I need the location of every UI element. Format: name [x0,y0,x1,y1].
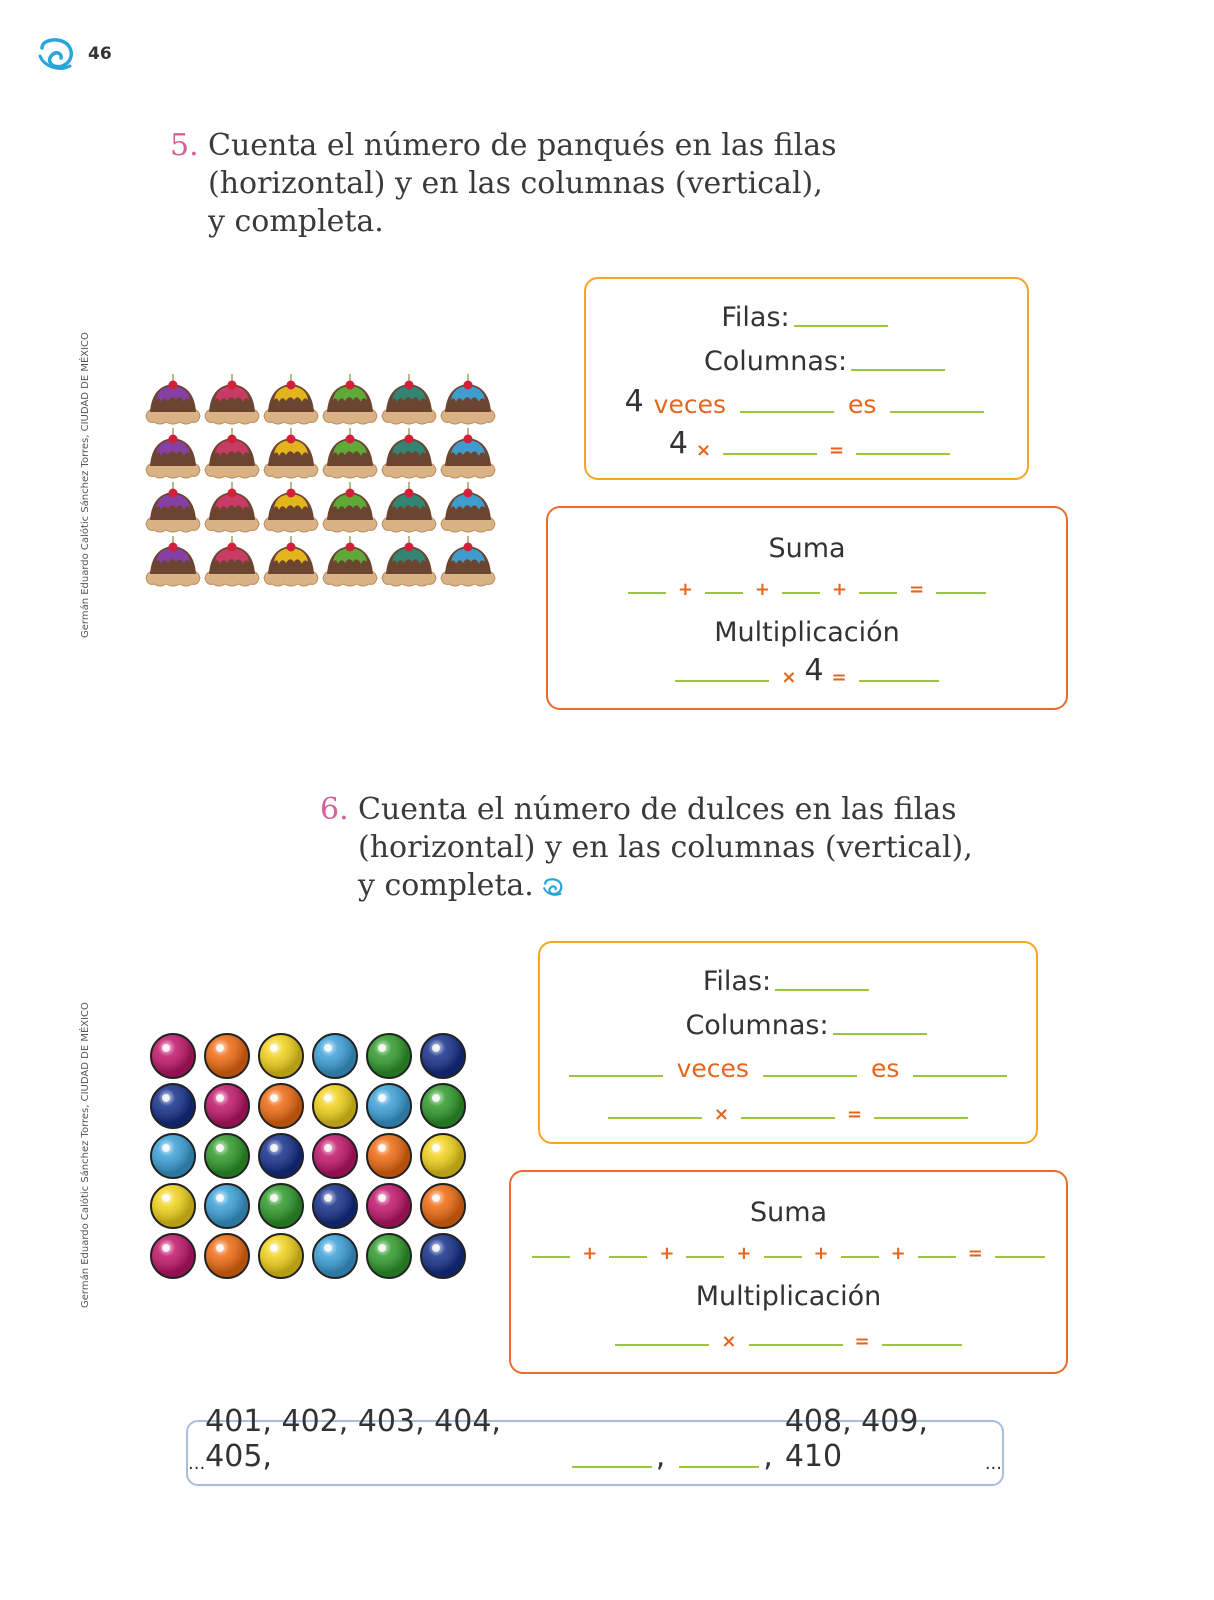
exercise-number: 6. [320,792,349,827]
cupcake-icon [441,536,495,586]
candy-ball-icon [205,1084,249,1128]
answer-box-filas-columnas [584,277,1029,480]
candy-ball-icon [259,1234,303,1278]
equals-sign: = [909,579,925,600]
candy-ball-icon [313,1134,357,1178]
cupcake-icon [441,482,495,532]
cupcake-icon [382,482,436,532]
candy-ball-icon [259,1084,303,1128]
columnas-answer-blank[interactable] [833,1032,927,1035]
cupcake-icon [441,428,495,478]
filas-label: Filas: [702,966,772,997]
instruction-line: Cuenta el número de dulces en las filas [358,792,957,827]
plus-sign: + [659,1243,675,1264]
veces-word: veces [676,1054,749,1083]
multiplier-answer-blank[interactable] [741,1116,835,1119]
filas-label: Filas: [721,302,790,333]
cupcake-icon [205,374,259,424]
filas-answer-blank[interactable] [775,988,869,991]
suma-label: Suma [768,533,846,564]
suma-label: Suma [749,1197,828,1228]
multiplicand-blank[interactable] [675,679,769,682]
cupcake-icon [382,536,436,586]
product-answer-blank[interactable] [874,1116,968,1119]
cupcake-icon [382,374,436,424]
candy-ball-icon [151,1134,195,1178]
candy-ball-icon [259,1034,303,1078]
candy-ball-icon [367,1034,411,1078]
candy-ball-icon [421,1034,465,1078]
veces-word: veces [653,390,726,419]
candy-ball-icon [151,1034,195,1078]
cupcake-icon [205,482,259,532]
multiplier-blank[interactable] [749,1343,843,1346]
addend-blank[interactable] [764,1255,802,1258]
cupcake-icon [382,428,436,478]
candy-ball-icon [313,1184,357,1228]
instruction-line: Cuenta el número de panqués en las filas [208,128,837,163]
addend-blank[interactable] [705,591,743,594]
times-sign: × [695,440,712,461]
candy-ball-icon [205,1034,249,1078]
plus-sign: + [813,1243,829,1264]
candy-grid [146,1030,476,1282]
candy-ball-icon [259,1184,303,1228]
candy-ball-icon [151,1234,195,1278]
product-blank[interactable] [859,679,939,682]
cupcake-icon [146,428,200,478]
multiplicacion-label: Multiplicación [714,617,900,648]
cupcake-icon [146,536,200,586]
cupcake-icon [146,374,200,424]
page-number: 46 [88,44,112,64]
candy-ball-icon [205,1234,249,1278]
exercise-number: 5. [170,128,199,163]
plus-sign: + [582,1243,598,1264]
columnas-label: Columnas: [685,1010,829,1041]
addend-blank[interactable] [532,1255,570,1258]
multiplier-answer-blank[interactable] [723,452,817,455]
times-sign: × [781,667,797,688]
cupcake-icon [146,482,200,532]
addend-blank[interactable] [686,1255,724,1258]
instruction-line: y completa. [358,868,534,903]
multiplicand-number: 4 [668,426,688,461]
cupcake-icon [264,374,318,424]
answer-box-filas-columnas [538,941,1038,1144]
equals-sign: = [831,667,847,688]
addend-blank[interactable] [609,1255,647,1258]
candy-ball-icon [205,1134,249,1178]
candy-ball-icon [367,1234,411,1278]
candy-ball-icon [151,1184,195,1228]
sum-blank[interactable] [936,591,986,594]
sequence-blank-407[interactable] [679,1465,759,1468]
sequence-comma: , [655,1439,666,1474]
es-word: es [848,390,877,419]
es-word: es [870,1054,900,1083]
product-blank[interactable] [882,1343,962,1346]
candy-ball-icon [421,1134,465,1178]
addend-blank[interactable] [628,591,666,594]
sequence-blank-406[interactable] [572,1465,652,1468]
candy-ball-icon [367,1134,411,1178]
sequence-comma: , [763,1439,773,1474]
plus-sign: + [832,579,848,600]
candy-ball-icon [313,1084,357,1128]
sequence-start: 401, 402, 403, 404, 405, [205,1404,501,1474]
image-credit: Germán Eduardo Calótic Sánchez Torres, CIUDAD DE MÉXICO [80,332,91,638]
candy-ball-icon [259,1134,303,1178]
cupcake-icon [264,482,318,532]
times-sign: × [713,1104,729,1125]
equals-sign: = [967,1243,983,1264]
candy-ball-icon [421,1234,465,1278]
multiplicand-answer-blank[interactable] [608,1116,702,1119]
addend-blank[interactable] [841,1255,879,1258]
cupcake-grid [140,370,500,592]
cupcake-icon [205,428,259,478]
filas-answer-blank[interactable] [794,324,888,327]
cupcake-icon [323,428,377,478]
instruction-line: y completa. [208,204,384,239]
cupcake-icon [323,482,377,532]
swirl-icon [543,877,565,897]
image-credit: Germán Eduardo Calótic Sánchez Torres, CIUDAD DE MÉXICO [80,1002,91,1308]
veces-answer-blank[interactable] [763,1074,857,1077]
multiplicand-blank[interactable] [615,1343,709,1346]
candy-ball-icon [421,1084,465,1128]
sequence-suffix: ... [984,1453,1002,1474]
times-sign: × [721,1331,737,1352]
candy-ball-icon [367,1184,411,1228]
instruction-line: (horizontal) y en las columnas (vertical), [358,830,973,865]
candy-ball-icon [205,1184,249,1228]
es-answer-blank[interactable] [913,1074,1007,1077]
cupcake-icon [264,428,318,478]
candy-ball-icon [367,1084,411,1128]
sequence-prefix: ... [188,1453,206,1474]
cupcake-icon [323,536,377,586]
plus-sign: + [754,579,770,600]
exercise-6-instructions [320,791,1040,905]
instruction-line: (horizontal) y en las columnas (vertical), [208,166,823,201]
plus-sign: + [890,1243,906,1264]
equals-sign: = [829,440,845,461]
multiplicacion-label: Multiplicación [695,1281,882,1312]
plus-sign: + [677,579,693,600]
multiplier-number: 4 [804,653,824,688]
columnas-answer-blank[interactable] [851,368,945,371]
candy-ball-icon [313,1034,357,1078]
exercise-5-instructions [170,127,890,241]
addend-blank[interactable] [782,591,820,594]
rows-answer-blank[interactable] [569,1074,663,1077]
addend-blank[interactable] [859,591,897,594]
equals-sign: = [854,1331,870,1352]
addend-blank[interactable] [918,1255,956,1258]
cupcake-icon [323,374,377,424]
cupcake-icon [441,374,495,424]
swirl-icon [38,36,78,72]
candy-ball-icon [313,1234,357,1278]
equals-sign: = [847,1104,863,1125]
rows-number: 4 [624,384,644,419]
sum-blank[interactable] [995,1255,1045,1258]
cupcake-icon [205,536,259,586]
sequence-end: 408, 409, 410 [784,1404,928,1474]
candy-ball-icon [151,1084,195,1128]
cupcake-icon [264,536,318,586]
number-sequence-box [186,1404,1004,1486]
veces-answer-blank[interactable] [740,410,834,413]
columnas-label: Columnas: [703,346,848,377]
plus-sign: + [736,1243,752,1264]
es-answer-blank[interactable] [890,410,984,413]
answer-box-suma-multiplicacion [546,506,1068,710]
answer-box-suma-multiplicacion [509,1170,1068,1374]
product-answer-blank[interactable] [856,452,950,455]
candy-ball-icon [421,1184,465,1228]
